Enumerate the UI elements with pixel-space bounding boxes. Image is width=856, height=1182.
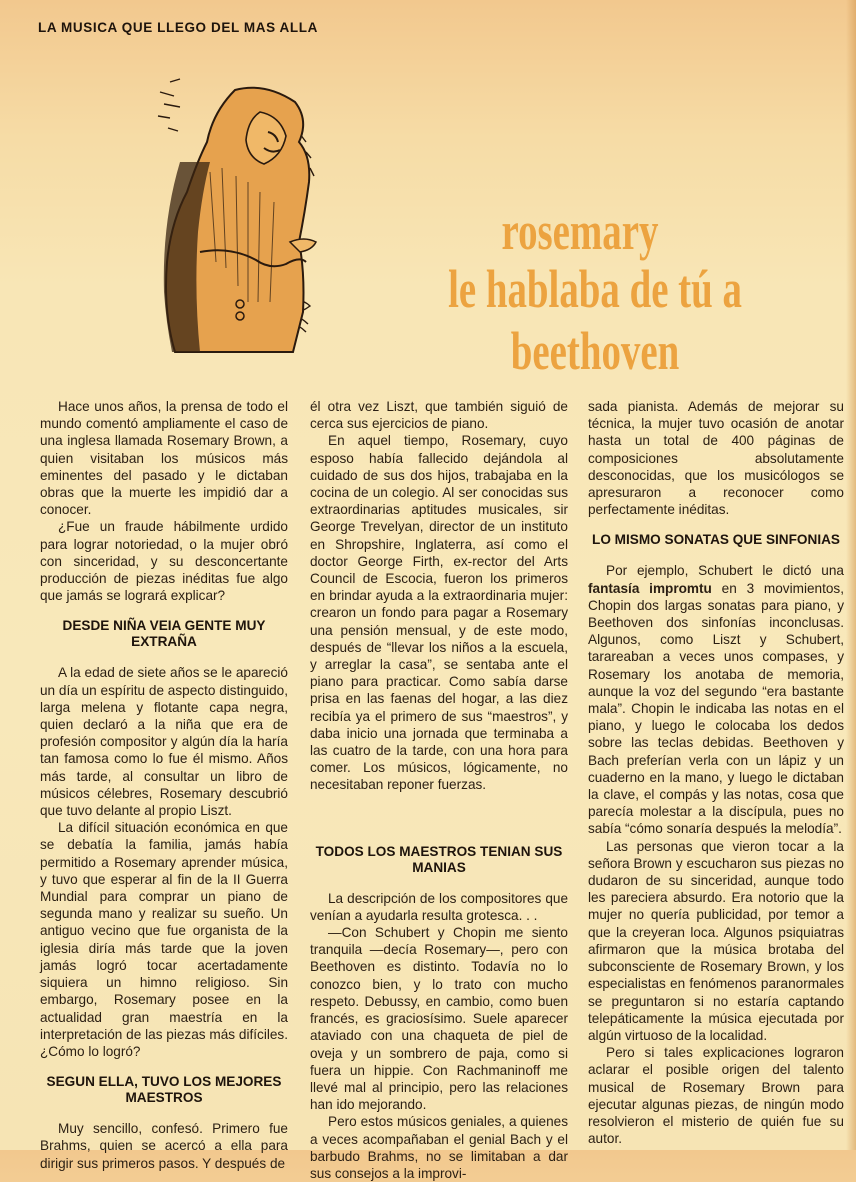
section-heading: TODOS LOS MAESTROS TENIAN SUS MANIAS [315,843,563,875]
paragraph: Muy sencillo, confesó. Primero fue Brahms, quien se acercó a ella para dirigir sus primeros pasos. Y después de [40,1121,288,1171]
paragraph: La difícil situación económica en que se debatía la familia, jamás había permitido a Rosemary aprender música, y tuvo que esperar al fin de la II Guerra Mundial para comprar un piano de segunda mano y realizar su sueño. Un antiguo vecino que fue organista de la iglesia diría más tarde que la joven jamás logró tocar acertadamente siquiera un himno religioso. Sin embargo, Rosemary posee en la actualidad gran maestría en la interpretación de las piezas más difíciles. ¿Cómo lo logró? [40,820,288,1059]
paragraph: ¿Fue un fraude hábilmente urdido para lograr notoriedad, o la mujer obró con sinceridad, y su desconcertante producción de piezas inéditas fue algo que jamás se logrará explicar? [40,519,288,604]
paragraph: La descripción de los compositores que venían a ayudarla resulta grotesca. . . [310,890,568,923]
paragraph: Las personas que vieron tocar a la señora Brown y escucharon sus piezas no dudaron de su sinceridad, aunque todo les pareciera absurdo. Era notorio que la mujer no quería publicidad, por temor a que la creyeran loca. Algunos psiquiatras afirmaron que la música brotaba del subconsciente de Rosemary Brown, y los especialistas en fenómenos paranormales se preguntaron si no estaría captando telepáticamente la música ejecutada por algún virtuoso de la localidad. [588,838,844,1043]
section-heading: LO MISMO SONATAS QUE SINFONIAS [592,532,840,548]
article-column-2 [310,398,568,1182]
paragraph: Pero estos músicos geniales, a quienes a veces acompañaban el genial Bach y el barbudo Brahms, no se limitaban a dar sus consejos a la improvi- [310,1114,568,1181]
paragraph: A la edad de siete años se le apareció un día un espíritu de aspecto distinguido, larga melena y flotante capa negra, quien declaró a la niña que era de profesión compositor y algún día la haría tan famosa como lo fue él mismo. Años más tarde, al consultar un libro de músicos célebres, Rosemary descubrió que tuvo delante al propio Liszt. [40,665,288,819]
bold-term: fantasía impromtu [588,580,712,596]
hooded-woman-illustration [140,72,345,362]
paragraph: sada pianista. Además de mejorar su técnica, la mujer tuvo ocasión de anotar hasta un total de 400 páginas de composiciones absolutamente desconocidas, que los musicólogos se apresuraron a reconocer como perfectamente inéditas. [588,399,844,518]
paragraph: Hace unos años, la prensa de todo el mundo comentó ampliamente el caso de una inglesa llamada Rosemary Brown, a quien visitaban los músicos más eminentes del pasado y le dictaban obras que la muerte les impidió dar a conocer. [40,399,288,518]
page-edge-shadow [846,0,856,1150]
running-head: LA MUSICA QUE LLEGO DEL MAS ALLA [38,20,318,35]
text-run: en 3 movimientos, Chopin dos largas sonatas para piano, y Beethoven dos sinfonías inconclusas. Algunos, como Liszt y Schubert, tarareaban a veces unos compases, y Rosemary los anotaba de memoria, aunque la voz del segundo “era bastante mala”. Chopin le indicaba las notas en el piano, y luego le colocaba los dedos sobre las teclas debidas. Beethoven y Bach preferían verla con un lápiz y un cuaderno en la mano, y luego le dictaban la clave, el compás y las notas, cosa que parecía molestar a la discípula, pues no sabía “cómo sonaría después la melodía”. [588,580,844,837]
paragraph: él otra vez Liszt, que también siguió de cerca sus ejercicios de piano. [310,399,568,432]
article-title-line2: le hablaba de tú a beethoven [448,259,742,381]
paragraph: —Con Schubert y Chopin me siento tranquila —decía Rosemary—, pero con Beethoven es distinto. Todavía no lo conozco bien, y lo trato con mucho respeto. Debussy, en cambio, como buen francés, es graciosísimo. Suele aparecer ataviado con una chaqueta de piel de oveja y un sombrero de paja, como si fuera un hippie. Con Rachmaninoff me llevé mal al principio, pero las relaciones han ido mejorando. [310,925,568,1113]
section-heading: DESDE NIÑA VEIA GENTE MUY EXTRAÑA [62,618,266,650]
section-heading: SEGUN ELLA, TUVO LOS MEJORES MAESTROS [46,1074,282,1106]
article-title-line1: rosemary [501,201,659,261]
article-column-1 [40,398,288,1172]
paragraph [588,562,844,837]
article-column-3 [588,398,844,1147]
paragraph: Pero si tales explicaciones lograron aclarar el posible origen del talento musical de Rosemary Brown para ejecutar algunas piezas, de ningún modo resolvieron el misterio de quién fue su autor. [588,1045,844,1147]
text-run: Por ejemplo, Schubert le dictó una [606,563,844,579]
paragraph: En aquel tiempo, Rosemary, cuyo esposo había fallecido dejándola al cuidado de sus dos hijos, trabajaba en la cocina de un colegio. Al ser conocidas sus extraordinarias aptitudes musicales, sir George Trevelyan, director de un instituto en Shropshire, Inglaterra, así como el doctor George Firth, ex-rector del Arts Council de Escocia, fueron los primeros en brindar ayuda a la extraordinaria mujer: crearon un fondo para pagar a Rosemary una pensión mensual, y de este modo, después de “llevar los niños a la escuela, y arreglar la casa”, se sentaba ante el piano para practicar. Como sabía darse prisa en las faenas del hogar, a las diez recibía ya el primero de sus “maestros”, y daba inicio una jornada que terminaba a las cuatro de la tarde, con una hora para comer. Los músicos, lógicamente, no necesitaban reponer fuerzas. [310,433,568,793]
